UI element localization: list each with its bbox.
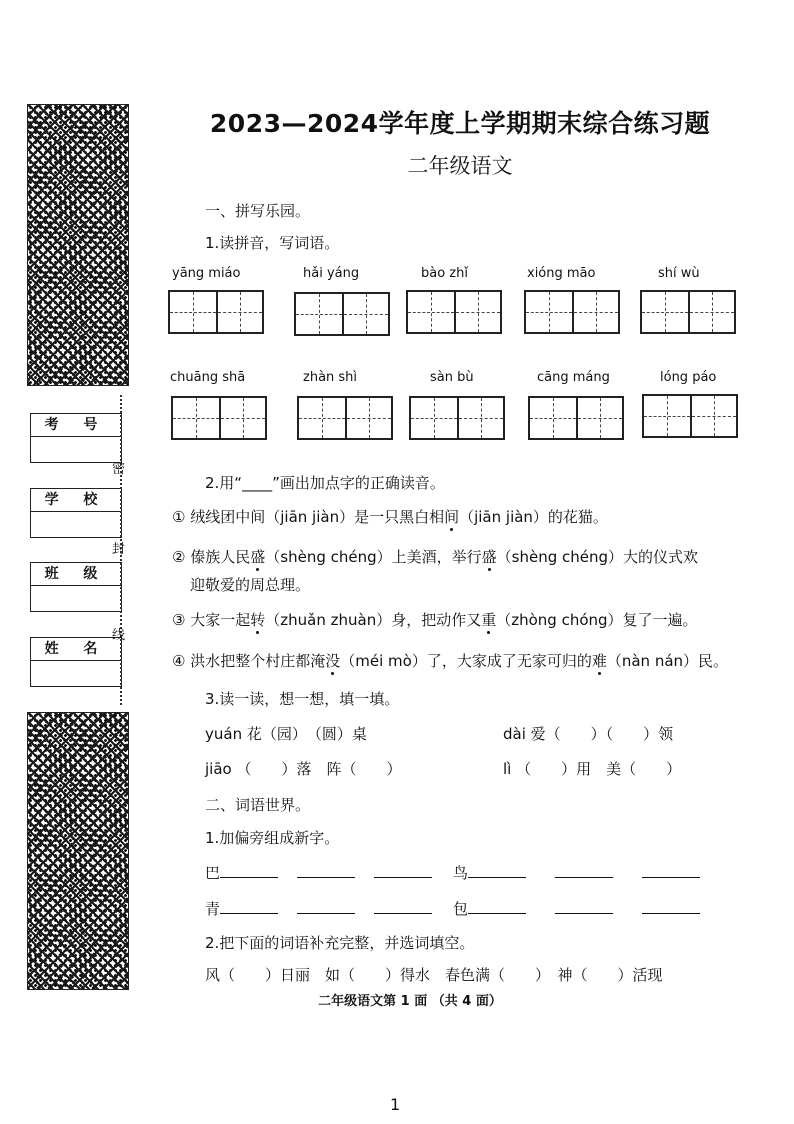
school-field[interactable]: [30, 488, 122, 538]
writing-grid[interactable]: [294, 292, 390, 336]
s2-q2-line: 风（ ）日丽 如（ ）得水 春色满（ ） 神（ ）活现: [205, 966, 663, 984]
dotted-char: 转: [250, 611, 266, 629]
s2-q1-prompt: 1.加偏旁组成新字。: [205, 829, 340, 847]
pinyin-label: xióng māo: [527, 266, 596, 281]
writing-grid[interactable]: [524, 290, 620, 334]
q2-prompt-a: 2.用“: [205, 474, 243, 492]
exam-number-label: 考 号: [31, 414, 121, 437]
radical-char: 巴: [205, 864, 221, 882]
item-number: ①: [172, 508, 186, 526]
writing-grid[interactable]: [528, 396, 624, 440]
item-text: （zhòng chóng）复了一遍。: [496, 611, 698, 629]
class-field[interactable]: [30, 562, 122, 612]
exam-number-field[interactable]: [30, 413, 122, 463]
dotted-char: 间: [444, 508, 460, 526]
writing-grid[interactable]: [640, 290, 736, 334]
answer-blank[interactable]: [555, 913, 613, 914]
q3-line1-left: yuán 花（园） （圆）桌: [205, 725, 367, 743]
q3-prompt: 3.读一读，想一想，填一填。: [205, 690, 400, 708]
answer-blank[interactable]: [374, 877, 432, 878]
q2-item-2-cont: 迎敬爱的周总理。: [190, 576, 311, 594]
item-text: （méi mò）了，大家成了无家可归的: [340, 652, 592, 670]
item-text: 洪水把整个村庄都淹: [190, 652, 326, 670]
name-label: 姓 名: [31, 638, 121, 661]
answer-blank[interactable]: [468, 877, 526, 878]
writing-grid[interactable]: [642, 394, 738, 438]
page-footer: 二年级语文第 1 面 （共 4 面）: [318, 994, 502, 1009]
answer-blank[interactable]: [642, 877, 700, 878]
writing-grid[interactable]: [171, 396, 267, 440]
school-label: 学 校: [31, 489, 121, 512]
dotted-char: 盛: [250, 548, 266, 566]
item-number: ②: [172, 548, 186, 566]
radical-row-2: [205, 898, 432, 919]
q2-item-4: [172, 650, 728, 671]
radical-row-1: [205, 862, 432, 883]
item-text: （nàn nán）民。: [606, 652, 729, 670]
answer-blank[interactable]: [555, 877, 613, 878]
answer-blank[interactable]: [297, 877, 355, 878]
page-title: 2023—2024学年度上学期期末综合练习题: [209, 109, 711, 138]
decorative-pattern-bottom: [27, 712, 129, 990]
item-text: （jiān jiàn）的花猫。: [459, 508, 608, 526]
dotted-char: 盛: [481, 548, 497, 566]
pinyin-label: sàn bù: [430, 370, 474, 385]
page-subtitle: 二年级语文: [407, 154, 513, 178]
page-number: 1: [390, 1095, 401, 1114]
q2-prompt-blank: ____: [242, 474, 273, 492]
q2-item-1: [172, 506, 608, 527]
item-text: （shèng chéng）大的仪式欢: [496, 548, 698, 566]
pinyin-label: shí wù: [658, 266, 700, 281]
seal-char-feng: 封: [112, 542, 126, 557]
class-label: 班 级: [31, 563, 121, 586]
item-text: 绒线团中间（jiān jiàn）是一只黑白相: [190, 508, 445, 526]
pinyin-label: cāng máng: [537, 370, 610, 385]
q2-item-3: [172, 609, 698, 630]
pinyin-label: lóng páo: [660, 370, 717, 385]
item-text: 大家一起: [190, 611, 251, 629]
writing-grid[interactable]: [406, 290, 502, 334]
item-number: ③: [172, 611, 186, 629]
item-text: （zhuǎn zhuàn）身，把动作又: [265, 611, 482, 629]
section1-heading: 一、拼写乐园。: [205, 202, 311, 220]
radical-char: 青: [205, 900, 221, 918]
q2-item-2: [172, 546, 698, 567]
dotted-char: 难: [591, 652, 607, 670]
name-field[interactable]: [30, 637, 122, 687]
pinyin-label: chuāng shā: [170, 370, 246, 385]
q2-prompt-b: ”画出加点字的正确读音。: [272, 474, 445, 492]
answer-blank[interactable]: [220, 877, 278, 878]
pinyin-label: zhàn shì: [303, 370, 358, 385]
q3-line2-left: jiāo （ ）落 阵（ ）: [205, 760, 402, 778]
item-text: （shèng chéng）上美酒，举行: [265, 548, 482, 566]
answer-blank[interactable]: [642, 913, 700, 914]
pinyin-label: bào zhǐ: [421, 266, 468, 281]
pinyin-label: hǎi yáng: [303, 266, 360, 281]
seal-char-xian: 线: [112, 628, 126, 643]
q3-line2-right: lì （ ）用 美（ ）: [503, 760, 682, 778]
answer-blank[interactable]: [297, 913, 355, 914]
q3-line1-right: dài 爱（ ）（ ）领: [503, 725, 674, 743]
radical-char: 包: [453, 900, 469, 918]
writing-grid[interactable]: [409, 396, 505, 440]
item-text: 傣族人民: [190, 548, 251, 566]
dotted-char: 重: [481, 611, 497, 629]
q1-prompt: 1.读拼音，写词语。: [205, 234, 340, 252]
writing-grid[interactable]: [297, 396, 393, 440]
radical-row-2b: [453, 898, 700, 919]
q2-prompt: [205, 472, 445, 493]
radical-row-1b: [453, 862, 700, 883]
decorative-pattern-top: [27, 104, 129, 386]
answer-blank[interactable]: [220, 913, 278, 914]
dotted-char: 没: [325, 652, 341, 670]
answer-blank[interactable]: [468, 913, 526, 914]
section2-heading: 二、词语世界。: [205, 796, 311, 814]
seal-char-mi: 密: [112, 462, 126, 477]
answer-blank[interactable]: [374, 913, 432, 914]
pinyin-label: yāng miáo: [172, 266, 241, 281]
radical-char: 鸟: [453, 864, 469, 882]
s2-q2-prompt: 2.把下面的词语补充完整，并选词填空。: [205, 934, 475, 952]
item-number: ④: [172, 652, 186, 670]
writing-grid[interactable]: [168, 290, 264, 334]
